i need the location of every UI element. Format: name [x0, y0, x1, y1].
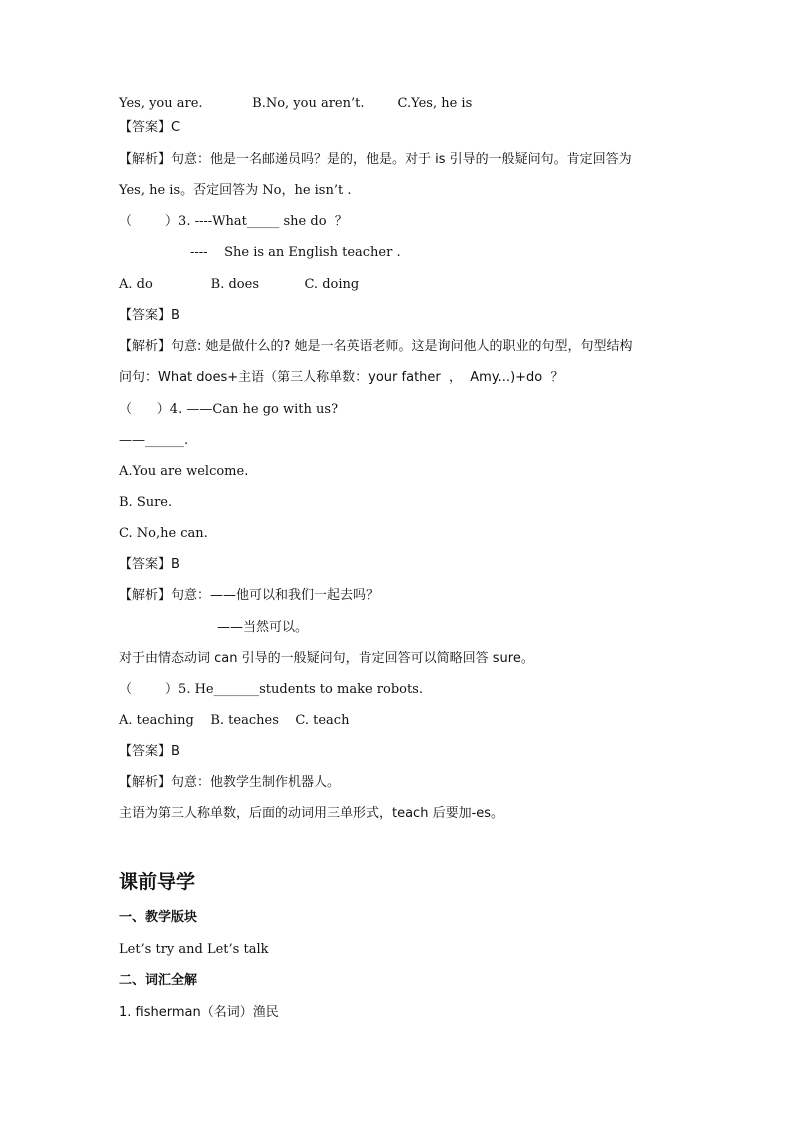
part2-heading: 二、词汇全解 — [119, 973, 198, 988]
vocab-item-1: 1. fisherman（名词）渔民 — [119, 1005, 279, 1020]
q3-options: A. do B. does C. doing — [119, 277, 360, 292]
q2-options: Yes, you are. B.No, you aren’t. C.Yes, he is — [119, 96, 473, 111]
q4-analysis-line-3: 对于由情态动词 can 引导的一般疑问句，肯定回答可以简略回答 sure。 — [119, 651, 534, 666]
q5-options: A. teaching B. teaches C. teach — [119, 713, 350, 728]
q5-analysis-line-1: 【解析】句意：他教学生制作机器人。 — [119, 775, 341, 790]
q3-question: （ ）3. ----What_____ she do ？ — [119, 214, 348, 229]
q4-analysis-line-1: 【解析】句意：——他可以和我们一起去吗？ — [119, 588, 380, 603]
q4-option-c: C. No,he can. — [119, 526, 208, 541]
q4-option-b: B. Sure. — [119, 495, 173, 510]
q4-analysis-line-2: ——当然可以。 — [217, 620, 309, 635]
q2-analysis-line-2: Yes, he is。否定回答为 No，he isn’t . — [119, 183, 352, 198]
q3-answer: 【答案】B — [119, 308, 180, 323]
part1-heading: 一、教学版块 — [119, 910, 198, 925]
q3-analysis-line-1: 【解析】句意: 她是做什么的? 她是一名英语老师。这是询问他人的职业的句型，句型结构 — [119, 339, 633, 354]
q2-answer: 【答案】C — [119, 120, 181, 135]
q5-question: （ ）5. He_______students to make robots. — [119, 682, 423, 697]
section-title: 课前导学 — [119, 871, 196, 893]
q4-option-a: A.You are welcome. — [119, 464, 249, 479]
q2-analysis-line-1: 【解析】句意：他是一名邮递员吗？是的，他是。对于 is 引导的一般疑问句。肯定回答为 — [119, 152, 632, 167]
q4-answer: 【答案】B — [119, 557, 180, 572]
q5-answer: 【答案】B — [119, 744, 180, 759]
q4-reply: ——______. — [119, 433, 189, 448]
q3-analysis-line-2: 问句：What does+主语（第三人称单数：your father ， Amy...)+do ？ — [119, 370, 564, 385]
q5-analysis-line-2: 主语为第三人称单数，后面的动词用三单形式，teach 后要加-es。 — [119, 806, 505, 821]
q3-reply: ---- She is an English teacher . — [190, 245, 401, 260]
part1-text: Let’s try and Let’s talk — [119, 942, 269, 957]
q4-question: （ ）4. ——Can he go with us? — [119, 402, 339, 417]
